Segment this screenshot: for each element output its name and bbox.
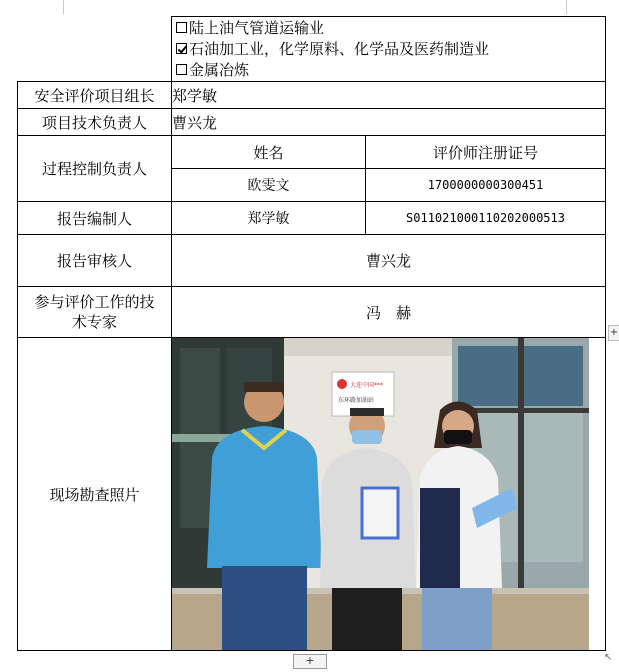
site-photo-illustration [172,338,589,650]
safety-evaluation-table [17,16,606,651]
tech-lead-row [18,109,606,136]
group-leader-label: 安全评价项目组长 [18,82,172,109]
report-author-name[interactable]: 郑学敏 [172,202,366,235]
industry-label: 石油加工业，化学原料、化学品及医药制造业 [189,40,490,58]
page-margin-line-left [63,0,64,14]
industry-item-metal[interactable] [172,59,605,80]
experts-row [18,287,606,338]
process-control-header-row [18,136,606,169]
site-photo-row [18,338,606,651]
table-resize-handle[interactable]: ↖ [604,652,613,663]
page-margin-line-right [566,0,567,14]
report-reviewer-label: 报告审核人 [18,235,172,287]
process-control-label: 过程控制负责人 [18,136,172,202]
checkbox-pipeline[interactable] [176,22,187,33]
report-reviewer-row [18,235,606,287]
industry-label: 陆上油气管道运输业 [189,19,325,37]
process-control-cert[interactable]: 1700000000300451 [366,169,606,202]
industry-item-petrochemical[interactable] [172,38,605,59]
report-author-cert[interactable]: S011021000110202000513 [366,202,606,235]
column-header-cert: 评价师注册证号 [366,136,606,169]
tech-lead-label: 项目技术负责人 [18,109,172,136]
sign-text-line1: 大连中国*** [350,382,384,389]
industry-cell [172,17,606,82]
industry-row [18,17,606,82]
tech-lead-value[interactable]: 曹兴龙 [172,109,606,136]
add-row-button[interactable]: + [293,654,327,669]
industry-item-pipeline[interactable] [172,17,605,38]
checkbox-petrochemical[interactable] [176,43,187,54]
group-leader-row [18,82,606,109]
report-reviewer-value[interactable]: 曹兴龙 [172,235,606,287]
column-header-name: 姓名 [172,136,366,169]
report-author-row [18,202,606,235]
checkbox-metal[interactable] [176,64,187,75]
process-control-name[interactable]: 欧雯文 [172,169,366,202]
site-inspection-photo[interactable] [172,338,589,650]
experts-value[interactable]: 冯 赫 [172,287,606,338]
group-leader-value[interactable]: 郑学敏 [172,82,606,109]
insert-column-button[interactable]: + [608,325,619,341]
site-photo-label: 现场勘查照片 [18,338,172,651]
sign-text-line2: 东环路加油站 [338,397,375,404]
experts-label [18,287,172,338]
site-photo-cell [172,338,606,651]
report-author-label: 报告编制人 [18,202,172,235]
experts-label-text: 参与评价工作的技术专家 [34,293,155,331]
industry-label: 金属冶炼 [189,61,250,79]
